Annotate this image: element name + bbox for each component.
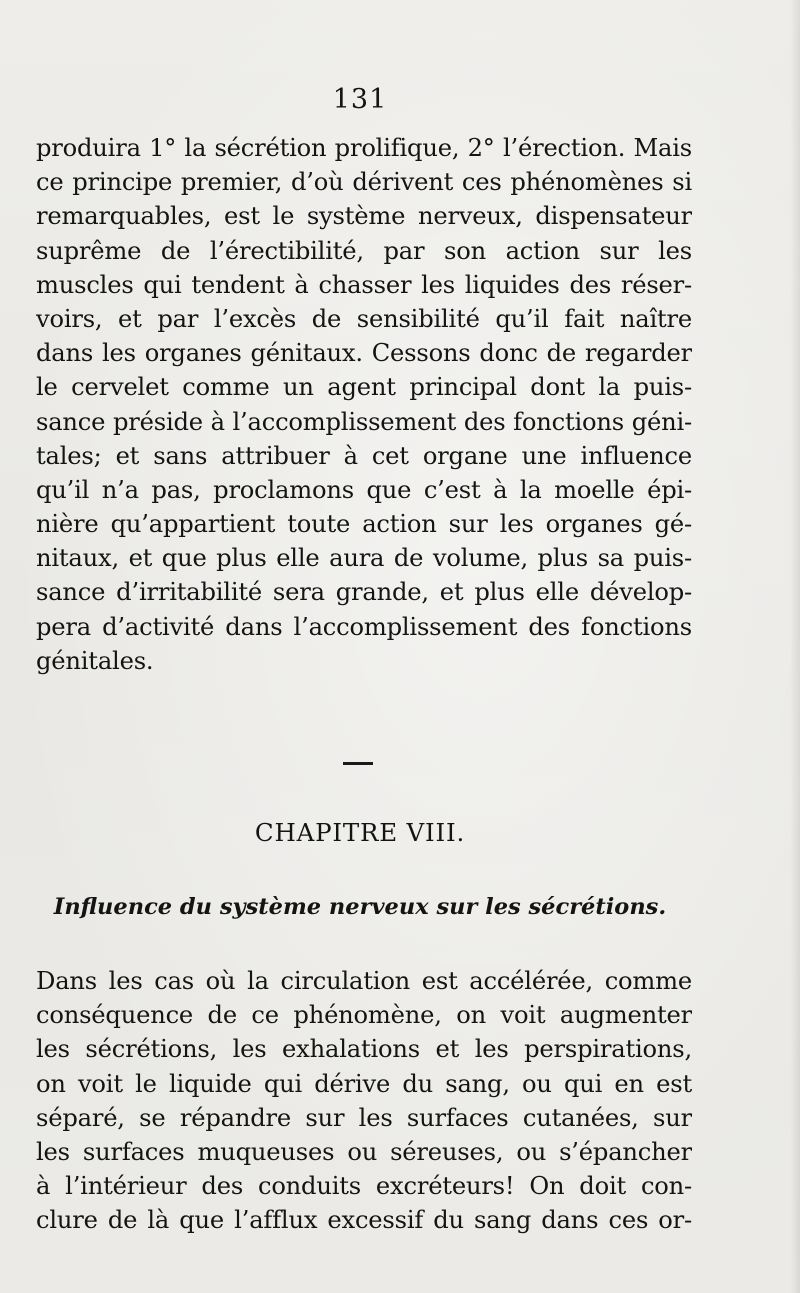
- text-line: remarquables, est le système nerveux, dispensateur: [36, 202, 692, 231]
- text-line: le cervelet comme un agent principal dont la puis-: [36, 373, 692, 402]
- text-line: génitales.: [36, 646, 154, 675]
- text-line: sance préside à l’accomplissement des fonctions géni-: [36, 407, 692, 436]
- text-line: clure de là que l’afflux excessif du sang dans ces or-: [36, 1206, 692, 1235]
- text-line: pera d’activité dans l’accomplissement des fonctions: [36, 612, 692, 641]
- text-line: muscles qui tendent à chasser les liquides des réser-: [36, 270, 692, 299]
- text-line: les sécrétions, les exhalations et les perspirations,: [36, 1035, 692, 1064]
- text-line: conséquence de ce phénomène, on voit augmenter: [36, 1001, 692, 1030]
- paragraph-1: [36, 131, 692, 678]
- text-line: séparé, se répandre sur les surfaces cutanées, sur: [36, 1103, 692, 1132]
- page-number: 131: [332, 84, 388, 115]
- text-line: produira 1° la sécrétion prolifique, 2° l’érection. Mais: [36, 134, 692, 162]
- text-line: Dans les cas où la circulation est accélérée, comme: [36, 967, 692, 995]
- paragraph-2: [36, 964, 692, 1238]
- text-line: ce principe premier, d’où dérivent ces phénomènes si: [36, 168, 692, 197]
- page-edge-shadow: [790, 0, 800, 1293]
- text-line: voirs, et par l’excès de sensibilité qu’il fait naître: [36, 304, 692, 333]
- text-line: suprême de l’érectibilité, par son action sur les: [36, 236, 692, 265]
- text-line: nitaux, et que plus elle aura de volume, plus sa puis-: [36, 544, 692, 573]
- section-divider: [343, 762, 373, 765]
- text-line: dans les organes génitaux. Cessons donc de regarder: [36, 339, 692, 368]
- text-line: sance d’irritabilité sera grande, et plus elle dévelop-: [36, 578, 692, 607]
- chapter-subtitle: Influence du système nerveux sur les sécrétions.: [53, 894, 667, 920]
- text-line: à l’intérieur des conduits excréteurs! On doit con-: [36, 1172, 692, 1201]
- text-line: les surfaces muqueuses ou séreuses, ou s’épancher: [36, 1137, 692, 1166]
- chapter-title: CHAPITRE VIII.: [254, 818, 466, 847]
- text-line: on voit le liquide qui dérive du sang, ou qui en est: [36, 1069, 692, 1098]
- text-line: tales; et sans attribuer à cet organe une influence: [36, 441, 692, 470]
- text-line: nière qu’appartient toute action sur les organes gé-: [36, 510, 692, 539]
- text-line: qu’il n’a pas, proclamons que c’est à la moelle épi-: [36, 475, 692, 504]
